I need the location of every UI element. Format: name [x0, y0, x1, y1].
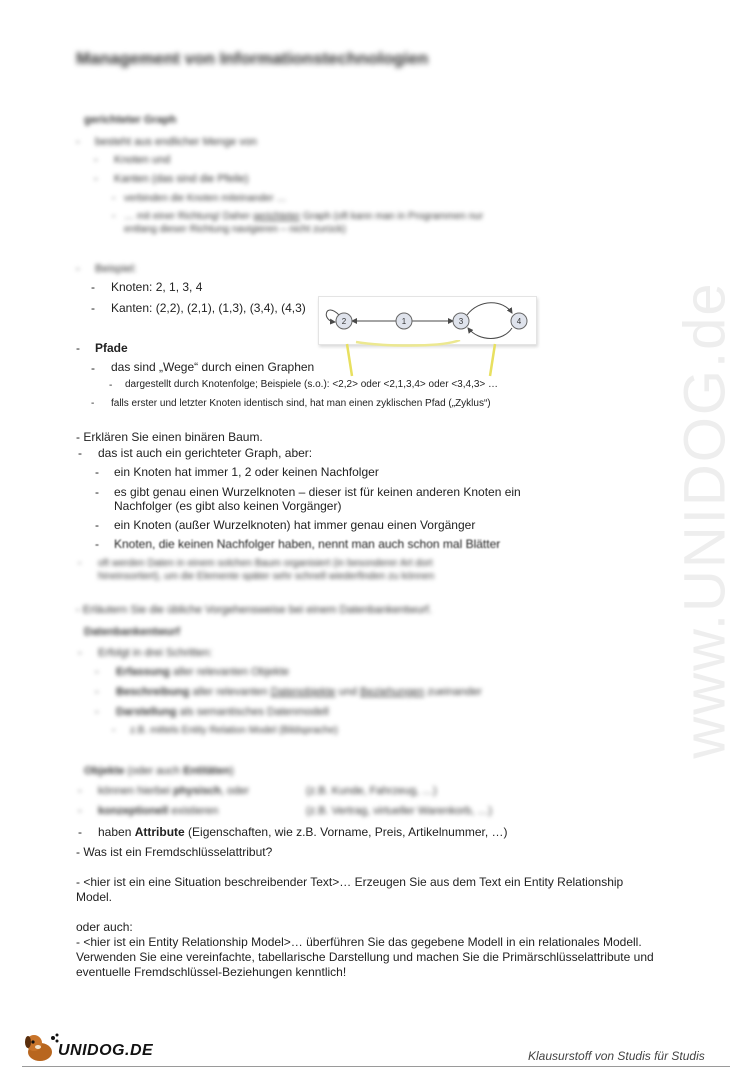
bullet-dash: -: [112, 211, 116, 222]
bullet-dash: -: [76, 263, 80, 275]
text-line: können hierbei physisch, oder: [98, 785, 250, 797]
bullet-dash: -: [109, 380, 113, 391]
logo-text: UNIDOG.DE: [58, 1042, 154, 1059]
text-line: Beschreibung aller relevanten Datenobjekte und Beziehungen zueinander: [116, 686, 482, 698]
edge-4-3: [468, 328, 512, 339]
text-line: konzeptionell existieren: [98, 805, 219, 817]
text-line: Erfassung aller relevanten Objekte: [116, 666, 290, 678]
node-3-label: 3: [458, 317, 464, 326]
text-line: es gibt genau einen Wurzelknoten – dieser ist für keinen anderen Knoten ein: [114, 485, 521, 499]
attribute-line: haben Attribute (Eigenschaften, wie z.B. Vorname, Preis, Artikelnummer, …): [98, 825, 508, 839]
node-1-label: 1: [401, 317, 407, 326]
text-line: Model.: [76, 890, 113, 904]
graph-diagram: [318, 296, 537, 345]
node-4-label: 4: [516, 317, 522, 326]
bullet-dash: -: [76, 341, 80, 355]
text-line: das sind „Wege“ durch einen Graphen: [111, 360, 315, 374]
footer-divider: [22, 1066, 730, 1067]
kanten-list: Kanten: (2,2), (2,1), (1,3), (3,4), (4,3): [111, 301, 306, 315]
heading-pfade: Pfade: [95, 341, 128, 355]
bullet-dash: -: [95, 666, 99, 678]
bullet-dash: -: [94, 154, 98, 166]
knoten-list: Knoten: 2, 1, 3, 4: [111, 280, 203, 294]
text-line: … mit einer Richtung! Daher gerichteter Graph (oft kann man in Programmen nur: [124, 211, 484, 222]
footer-tagline: Klausurstoff von Studis für Studis: [528, 1049, 705, 1063]
node-2-label: 2: [341, 317, 347, 326]
text-line: - Erläutern Sie die übliche Vorgehensweise bei einem Datenbankentwurf.: [76, 604, 432, 616]
watermark: www.UNIDOG.de: [672, 281, 738, 759]
text-line: dargestellt durch Knotenfolge; Beispiele (s.o.): <2,2> oder <2,1,3,4> oder <3,4,3> …: [125, 379, 499, 390]
bullet-dash: -: [78, 558, 82, 569]
bullet-dash: -: [95, 537, 99, 551]
text-line: (z.B. Kunde, Fahrzeug, …): [306, 785, 437, 797]
text-line: Beispiel:: [95, 263, 137, 275]
text-line: ein Knoten (außer Wurzelknoten) hat immer genau einen Vorgänger: [114, 518, 476, 532]
heading-objekte: Objekte (oder auch Entitäten): [84, 765, 234, 777]
graph-svg: [319, 297, 536, 344]
text-line: eventuelle Fremdschlüssel-Beziehungen kenntlich!: [76, 965, 347, 979]
question-binaerer-baum: - Erklären Sie einen binären Baum.: [76, 430, 263, 444]
bullet-dash: -: [95, 706, 99, 718]
bullet-dash: -: [78, 785, 82, 797]
heading-datenbankentwurf: Datenbankentwurf: [84, 626, 180, 638]
dog-icon: [22, 1030, 62, 1064]
bullet-dash: -: [95, 686, 99, 698]
bullet-dash: -: [112, 725, 116, 736]
bullet-dash: -: [78, 446, 82, 460]
bullet-dash: -: [78, 647, 82, 659]
highlight-line-2: [356, 340, 460, 346]
text-line: (z.B. Vertrag, virtueller Warenkorb, …): [306, 805, 493, 817]
bullet-dash: -: [91, 280, 95, 294]
text-line: entlang dieser Richtung navigieren – nicht zurück): [124, 224, 346, 235]
heading-gerichteter-graph: gerichteter Graph: [84, 114, 177, 126]
text-line: falls erster und letzter Knoten identisch sind, hat man einen zyklischen Pfad („Zyklus“): [111, 398, 491, 409]
bullet-dash: -: [112, 193, 116, 204]
question-relational: - <hier ist ein Entity Relationship Model>… überführen Sie das gegebene Modell in ein relationales Modell.: [76, 935, 642, 949]
bullet-dash: -: [76, 136, 80, 148]
text-line: oft werden Daten in einem solchen Baum organisiert (in besonderer Art dort: [98, 558, 433, 569]
text-line: z.B. mittels Entity Relation Model (Bildsprache): [130, 725, 338, 736]
text-line: das ist auch ein gerichteter Graph, aber:: [98, 446, 313, 460]
bullet-dash: -: [91, 361, 95, 375]
bullet-dash: -: [95, 465, 99, 479]
bullet-dash: -: [95, 518, 99, 532]
bullet-dash: -: [91, 301, 95, 315]
text-line: ein Knoten hat immer 1, 2 oder keinen Nachfolger: [114, 465, 379, 479]
text-line: Darstellung als semantisches Datenmodell: [116, 706, 329, 718]
text-line: oder auch:: [76, 920, 133, 934]
question-fremdschluessel: - Was ist ein Fremdschlüsselattribut?: [76, 845, 273, 859]
text-line: Erfolgt in drei Schritten:: [98, 647, 213, 659]
text-line: hineinsortiert), um die Elemente später sehr schnell wiederfinden zu können: [98, 571, 435, 582]
bullet-dash: -: [95, 485, 99, 499]
text-line: besteht aus endlicher Menge von: [95, 136, 258, 148]
bullet-dash: -: [78, 825, 82, 839]
bullet-dash: -: [94, 173, 98, 185]
text-line: Knoten und: [114, 154, 171, 166]
text-line: verbinden die Knoten miteinander …: [124, 193, 287, 204]
page-title: Management von Informationstechnologien: [76, 49, 429, 68]
bullet-dash: -: [91, 398, 95, 409]
text-line: Nachfolger (es gibt also keinen Vorgänger): [114, 499, 342, 513]
text-line: Verwenden Sie eine vereinfachte, tabellarische Darstellung und machen Sie die Primärschlüsselattribute und: [76, 950, 654, 964]
question-er-model: - <hier ist ein eine Situation beschreibender Text>… Erzeugen Sie aus dem Text ein Entity Relationship: [76, 875, 624, 889]
edge-3-4: [467, 303, 512, 315]
text-line: Knoten, die keinen Nachfolger haben, nennt man auch schon mal Blätter: [114, 537, 501, 551]
highlight-line-3: [490, 344, 495, 376]
text-line: Kanten (das sind die Pfeile): [114, 173, 249, 185]
highlight-line-1: [347, 344, 352, 376]
bullet-dash: -: [78, 805, 82, 817]
